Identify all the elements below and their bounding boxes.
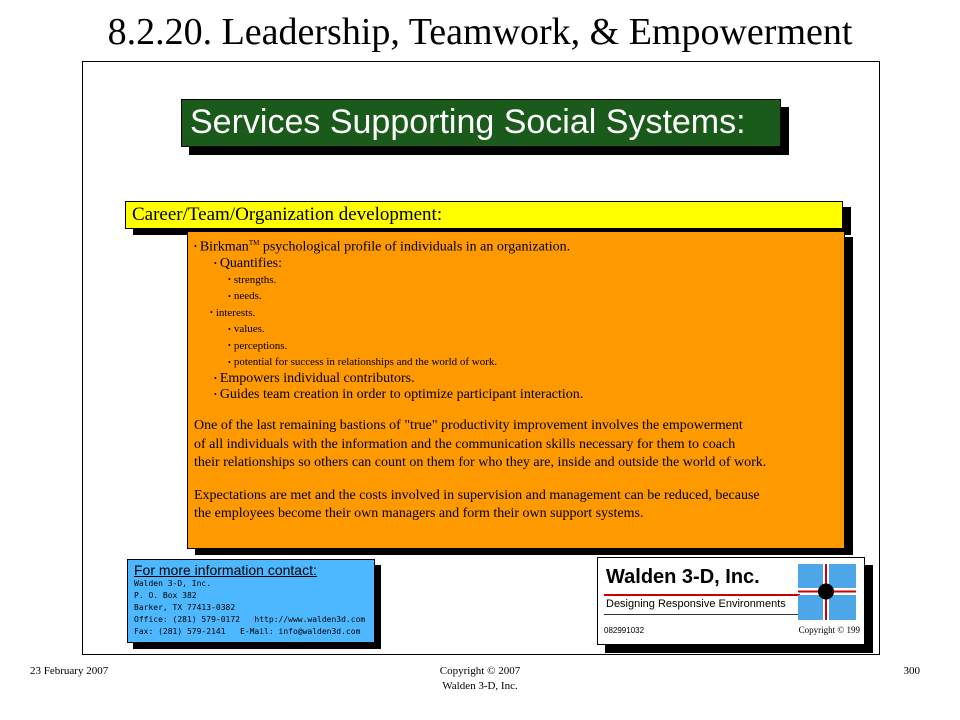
bullet-needs: • needs. bbox=[228, 290, 262, 303]
contact-web-link[interactable]: http://www.walden3d.com bbox=[254, 615, 366, 624]
logo-number: 082991032 bbox=[604, 626, 645, 635]
paragraph-expectations: Expectations are met and the costs involved in supervision and management can be reduced, because the employees become their own managers and form their own support systems. bbox=[194, 487, 760, 522]
content-box bbox=[187, 231, 845, 549]
logo-copyright: Copyright © 199 bbox=[798, 625, 860, 635]
walden-logo-mark-icon bbox=[798, 564, 856, 620]
contact-city: Barker, TX 77413-0382 bbox=[134, 603, 236, 612]
bullet-strengths: • strengths. bbox=[228, 273, 277, 286]
bullet-potential: • potential for success in relationships and the world of work. bbox=[228, 356, 498, 369]
contact-fax: Fax: (281) 579-2141 bbox=[134, 627, 226, 636]
bullet-empowers: • Empowers individual contributors. bbox=[214, 370, 415, 386]
contact-office: Office: (281) 579-0172 bbox=[134, 615, 240, 624]
contact-office-web bbox=[134, 614, 368, 626]
footer-copyright bbox=[380, 664, 580, 694]
logo-red-rule bbox=[604, 594, 800, 596]
contact-fax-email bbox=[134, 626, 368, 638]
footer-copyright-line1: Copyright © 2007 bbox=[439, 665, 521, 677]
logo-tagline: Designing Responsive Environments bbox=[606, 598, 786, 610]
logo-company-name: Walden 3-D, Inc. bbox=[606, 566, 760, 588]
services-heading: Services Supporting Social Systems: bbox=[181, 99, 781, 147]
contact-box bbox=[127, 559, 375, 643]
bullet-guides: • Guides team creation in order to optimize participant interaction. bbox=[214, 387, 584, 403]
footer-copyright-line2: Walden 3-D, Inc. bbox=[442, 680, 518, 692]
contact-email-link[interactable]: E-Mail: info@walden3d.com bbox=[239, 627, 361, 636]
paragraph-empowerment: One of the last remaining bastions of "true" productivity improvement involves the empowerment of all individuals with the information and the communication skills necessary for them to coach their relationships so others can count on them for who they are, inside and outside the world of work. bbox=[194, 418, 767, 471]
contact-heading: For more information contact: bbox=[134, 562, 317, 578]
contact-company: Walden 3-D, Inc. bbox=[134, 579, 212, 588]
contact-pobox: P. O. Box 382 bbox=[134, 591, 197, 600]
bullet-quantifies: • Quantifies: bbox=[214, 255, 283, 271]
bullet-birkman: • Birkman™ psychological profile of individuals in an organization. bbox=[194, 239, 571, 255]
bullet-values: • values. bbox=[228, 323, 265, 336]
slide-frame bbox=[82, 61, 880, 655]
company-logo-card bbox=[597, 557, 865, 645]
bullet-perceptions: • perceptions. bbox=[228, 339, 288, 352]
slide-title: 8.2.20. Leadership, Teamwork, & Empowerment bbox=[107, 11, 853, 53]
footer-date: 23 February 2007 bbox=[30, 665, 109, 677]
bullet-interests: • interests. bbox=[210, 306, 256, 319]
logo-divider bbox=[604, 614, 800, 615]
career-heading: Career/Team/Organization development: bbox=[125, 201, 843, 229]
footer-page-number: 300 bbox=[903, 665, 920, 677]
